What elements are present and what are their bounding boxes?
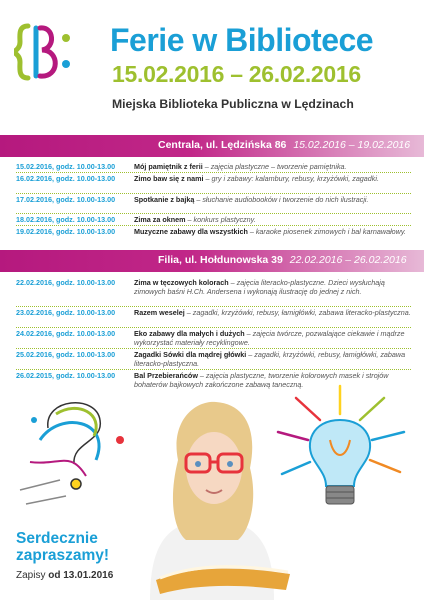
section-bar-filia [0, 250, 424, 272]
row-desc: – zagadki, krzyżówki, rebusy, łamigłówki, zabawa literacko-plastyczna. [186, 308, 411, 317]
row-title: Razem weselej [134, 308, 185, 317]
section-name: Centrala, ul. Lędzińska 86 [158, 139, 287, 151]
row-title: Zagadki Sówki dla mądrej główki [134, 350, 247, 359]
greeting-line-2: zapraszamy! [16, 547, 110, 564]
row-desc: – zajęcia plastyczne – tworzenie pamiętnika. [204, 162, 347, 171]
row-title: Zimo baw się z nami [134, 174, 204, 183]
row-date: 26.02.2015, godz. 10.00-13.00 [16, 371, 116, 380]
page-title: Ferie w Bibliotece [110, 22, 374, 58]
row-date: 19.02.2016, godz. 10.00-13.00 [16, 227, 116, 236]
greeting [16, 530, 109, 564]
greeting-line-1: Serdecznie [16, 530, 98, 547]
section-range: 15.02.2016 – 19.02.2016 [293, 139, 411, 151]
event-dates: 15.02.2016 – 26.02.2016 [112, 61, 361, 87]
row-date: 16.02.2016, godz. 10.00-13.00 [16, 174, 116, 183]
row-title: Spotkanie z bajką [134, 195, 195, 204]
section-name: Filia, ul. Hołdunowska 39 [158, 254, 283, 266]
registration-label: Zapisy [16, 570, 46, 581]
row-title: Bal Przebierańców [134, 371, 198, 380]
row-date: 17.02.2016, godz. 10.00-13.00 [16, 195, 116, 204]
row-date: 18.02.2016, godz. 10.00-13.00 [16, 215, 116, 224]
row-date: 22.02.2016, godz. 10.00-13.00 [16, 278, 116, 287]
lightbulb-icon [278, 386, 404, 504]
row-desc: – zajęcia twórcze, pozwalające ciekawie i mądrze wykorzystać materiały recyklingowe. [134, 329, 405, 347]
row-title: Mój pamiętnik z ferii [134, 162, 203, 171]
row-date: 25.02.2016, godz. 10.00-13.00 [16, 350, 116, 359]
row-title: Zima za oknem [134, 215, 186, 224]
registration-date: od 13.01.2016 [48, 570, 114, 581]
library-name: Miejska Biblioteka Publiczna w Lędzinach [112, 97, 354, 111]
registration-info [16, 570, 113, 581]
girl-figure-icon [150, 402, 290, 600]
library-logo-icon [14, 20, 74, 84]
row-desc: – gry i zabawy: kalambury, rebusy, krzyżówki, zagadki. [205, 174, 379, 183]
row-date: 15.02.2016, godz. 10.00-13.00 [16, 162, 116, 171]
row-title: Eko zabawy dla małych i dużych [134, 329, 245, 338]
row-desc: – zagadki, krzyżówki, rebusy, łamigłówki, zabawa literacko-plastyczna. [134, 350, 406, 368]
row-title: Zima w tęczowych kolorach [134, 278, 229, 287]
question-mark-doodle-icon [20, 403, 124, 504]
girl-with-book-illustration [0, 380, 424, 600]
row-date: 23.02.2016, godz. 10.00-13.00 [16, 308, 116, 317]
row-desc: – zajęcia plastyczne, tworzenie kolorowych masek i strojów bohaterów bajkowych zakończone zabawą taneczną. [134, 371, 389, 389]
row-date: 24.02.2016, godz. 10.00-13.00 [16, 329, 116, 338]
section-bar-centrala [0, 135, 424, 157]
row-title: Muzyczne zabawy dla wszystkich [134, 227, 248, 236]
row-desc: – karaoke piosenek zimowych i bal karnawałowy. [249, 227, 406, 236]
section-range: 22.02.2016 – 26.02.2016 [289, 254, 407, 266]
row-desc: – zajęcia literacko-plastyczne. Dzieci wysłuchają zimowych baśni H.Ch. Andersena i wykonają ilustrację do jednej z nich. [134, 278, 385, 296]
row-desc: – słuchanie audiobooków i tworzenie do nich ilustracji. [196, 195, 369, 204]
row-desc: – konkurs plastyczny. [187, 215, 256, 224]
